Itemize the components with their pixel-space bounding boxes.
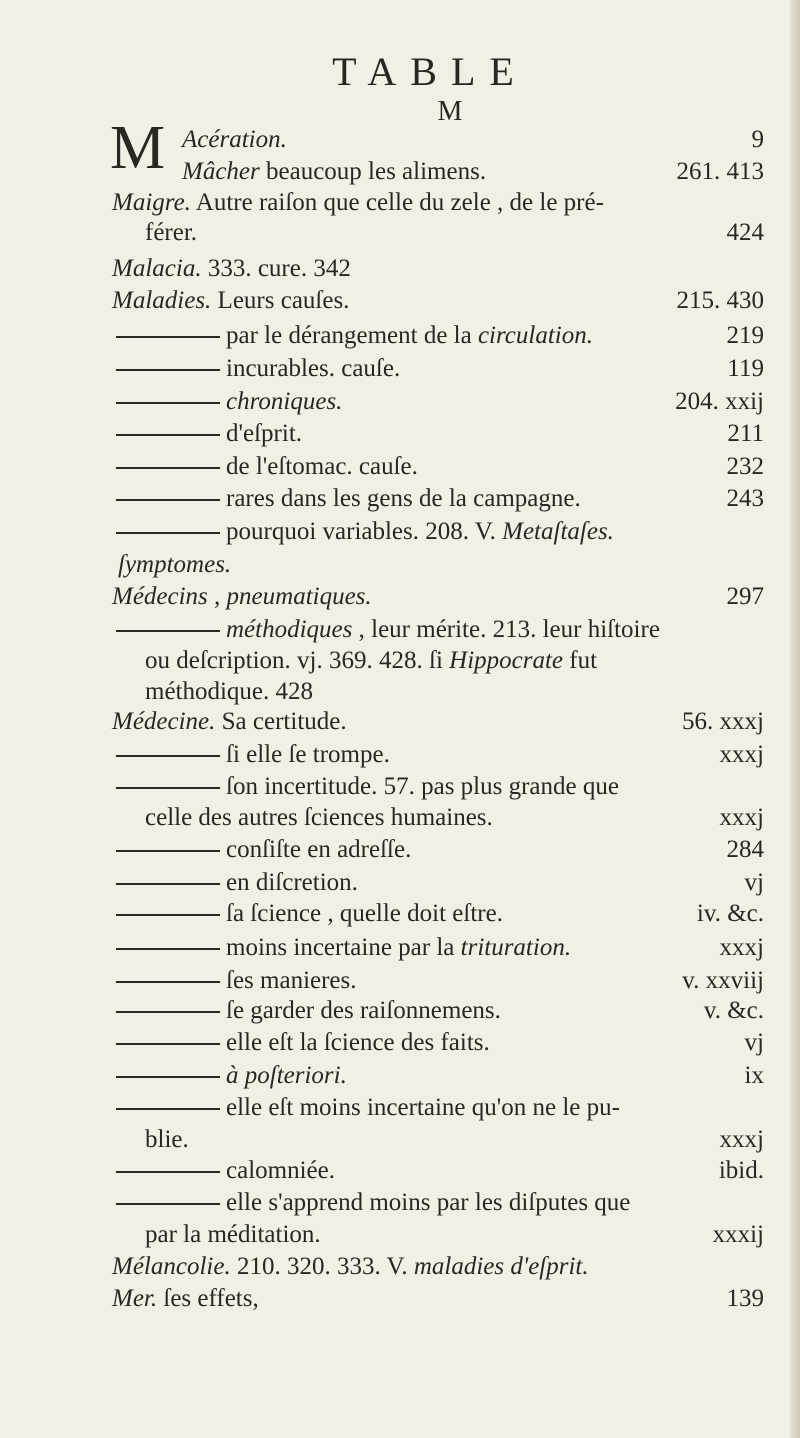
index-line: [112, 868, 764, 898]
entry-segment: ſa ſcience , quelle doit eſtre.: [226, 900, 503, 927]
repeat-dash: [116, 948, 220, 950]
entry-text: [112, 582, 372, 612]
entry-text: [226, 517, 614, 547]
entry-text: [226, 419, 302, 449]
index-line: [112, 517, 764, 547]
index-line: [182, 125, 764, 155]
page-reference: 204. xxij: [675, 388, 764, 415]
section-letter: M: [437, 96, 463, 127]
entry-text: [226, 387, 342, 417]
entry-text: [226, 966, 357, 996]
page-reference: 261. 413: [676, 158, 764, 185]
page-reference: xxxj: [719, 741, 764, 768]
index-line: [112, 1028, 764, 1058]
entry-segment: de l'eſtomac. cauſe.: [226, 453, 418, 480]
entry-segment: rares dans les gens de la campagne.: [226, 485, 581, 512]
entry-segment: 210. 320. 333. V.: [230, 1253, 414, 1280]
page-reference: xxxij: [712, 1221, 764, 1248]
entry-text: [226, 899, 503, 929]
entry-segment: pourquoi variables. 208. V.: [226, 518, 503, 545]
repeat-dash: [116, 755, 220, 757]
entry-text: [226, 452, 418, 482]
entry-segment: ſi elle ſe trompe.: [226, 741, 390, 768]
entry-segment: moins incertaine par la: [226, 934, 461, 961]
italic-term: maladies d'eſprit.: [413, 1253, 589, 1280]
italic-term: Médecine.: [112, 708, 216, 735]
entry-text: [226, 835, 411, 865]
index-line: [112, 354, 764, 384]
italic-term: Malacia.: [112, 255, 202, 282]
index-line: [112, 835, 764, 865]
entry-text: [118, 550, 231, 580]
index-line: [112, 772, 764, 802]
italic-term: Metaſtaſes.: [502, 518, 614, 545]
entry-segment: conſiſte en adreſſe.: [226, 836, 412, 863]
repeat-dash: [116, 850, 220, 852]
italic-term: Mer.: [112, 1285, 158, 1312]
entry-text: [145, 1220, 321, 1250]
entry-text: [226, 484, 581, 514]
italic-term: Maigre.: [112, 189, 191, 216]
index-line: [112, 452, 764, 482]
entry-segment: celle des autres ſciences humaines.: [145, 804, 493, 831]
repeat-dash: [116, 1043, 220, 1045]
page-reference: v. &c.: [703, 997, 764, 1024]
index-line: [112, 419, 764, 449]
italic-term: trituration.: [460, 934, 572, 961]
entry-text: [145, 803, 493, 833]
entry-segment: méthodique. 428: [145, 678, 314, 705]
entry-segment: , leur mérite. 213. leur hiſtoire: [352, 616, 660, 643]
entry-text: [226, 740, 390, 770]
index-line: [112, 899, 764, 929]
entry-text: [112, 707, 347, 737]
repeat-dash: [116, 434, 220, 436]
italic-term: ſymptomes.: [118, 551, 232, 578]
index-line: [112, 707, 764, 737]
entry-text: [226, 1093, 620, 1123]
entry-text: [182, 157, 486, 187]
entry-segment: par la méditation.: [145, 1221, 321, 1248]
entry-text: [226, 321, 593, 351]
entry-text: [182, 125, 287, 155]
entry-text: [226, 868, 358, 898]
italic-term: circulation.: [477, 322, 593, 349]
repeat-dash: [116, 1171, 220, 1173]
index-line: [112, 321, 764, 351]
repeat-dash: [116, 369, 220, 371]
italic-term: Médecins , pneumatiques.: [112, 583, 372, 610]
index-line: [112, 740, 764, 770]
index-line: [112, 1156, 764, 1186]
entry-segment: d'eſprit.: [226, 420, 303, 447]
entry-text: [226, 996, 501, 1026]
entry-text: [112, 188, 604, 218]
index-line: [145, 1125, 764, 1155]
index-line: [182, 157, 764, 187]
repeat-dash: [116, 402, 220, 404]
entry-text: [226, 1061, 347, 1091]
index-line: [112, 1093, 764, 1123]
repeat-dash: [116, 467, 220, 469]
entry-text: [145, 677, 313, 707]
page-reference: ibid.: [718, 1157, 764, 1184]
index-line: [112, 1284, 764, 1314]
repeat-dash: [116, 1076, 220, 1078]
page-reference: 219: [726, 322, 764, 349]
index-line: [112, 933, 764, 963]
index-line: [145, 1220, 764, 1250]
page-reference: 243: [726, 485, 764, 512]
entry-segment: elle eſt moins incertaine qu'on ne le pu-: [226, 1094, 620, 1121]
entry-segment: ſes manieres.: [226, 967, 357, 994]
index-line: [112, 1061, 764, 1091]
entry-segment: fut: [563, 647, 598, 674]
entry-text: [226, 933, 571, 963]
italic-term: méthodiques: [226, 616, 353, 643]
entry-segment: elle eſt la ſcience des faits.: [226, 1029, 490, 1056]
entry-text: [112, 254, 351, 284]
page-reference: 284: [726, 836, 764, 863]
entry-segment: beaucoup les alimens.: [259, 158, 487, 185]
repeat-dash: [116, 1108, 220, 1110]
page-reference: vj: [744, 869, 764, 896]
entry-text: [145, 218, 197, 248]
page-reference: vj: [744, 1029, 764, 1056]
page-reference: iv. &c.: [696, 900, 764, 927]
entry-segment: incurables. cauſe.: [226, 355, 401, 382]
entry-text: [112, 286, 349, 316]
entry-segment: par le dérangement de la: [226, 322, 478, 349]
page-reference: 215. 430: [676, 287, 764, 314]
entry-text: [226, 615, 660, 645]
page-reference: 9: [751, 126, 764, 153]
index-line: [145, 218, 764, 248]
repeat-dash: [116, 787, 220, 789]
page-reference: 424: [726, 219, 764, 246]
entry-text: [226, 354, 400, 384]
repeat-dash: [116, 1011, 220, 1013]
page-reference: xxxj: [719, 934, 764, 961]
entry-segment: elle s'apprend moins par les diſputes que: [226, 1189, 631, 1216]
index-line: [145, 646, 764, 676]
index-line: [145, 803, 764, 833]
entry-text: [226, 1188, 630, 1218]
page-reference: 56. xxxj: [682, 708, 764, 735]
entry-segment: en diſcretion.: [226, 869, 358, 896]
index-line: [145, 677, 764, 707]
entry-segment: ſes effets,: [157, 1285, 259, 1312]
index-line: [118, 550, 764, 580]
index-line: [112, 615, 764, 645]
entry-text: [112, 1252, 589, 1282]
repeat-dash: [116, 630, 220, 632]
index-line: [112, 286, 764, 316]
index-line: [112, 254, 764, 284]
index-line: [112, 1188, 764, 1218]
index-line: [112, 387, 764, 417]
entry-segment: ſon incertitude. 57. pas plus grande que: [226, 773, 619, 800]
italic-term: Mâcher: [182, 158, 260, 185]
repeat-dash: [116, 883, 220, 885]
italic-term: Hippocrate: [449, 647, 564, 674]
entry-segment: Autre raiſon que celle du zele , de le pré-: [190, 189, 604, 216]
index-line: [112, 1252, 764, 1282]
entry-segment: calomniée.: [226, 1157, 335, 1184]
entry-segment: ſe garder des raiſonnemens.: [226, 997, 501, 1024]
entry-text: [226, 772, 619, 802]
italic-term: Acération.: [182, 126, 287, 153]
italic-term: Maladies.: [112, 287, 212, 314]
repeat-dash: [116, 336, 220, 338]
page-reference: ix: [744, 1062, 764, 1089]
repeat-dash: [116, 981, 220, 983]
entry-text: [145, 1125, 189, 1155]
repeat-dash: [116, 1203, 220, 1205]
italic-term: Mélancolie.: [112, 1253, 231, 1280]
entry-segment: férer.: [145, 219, 198, 246]
entry-segment: Leurs cauſes.: [211, 287, 350, 314]
entry-segment: 333. cure. 342: [201, 255, 351, 282]
entry-text: [145, 646, 597, 676]
index-line: [112, 996, 764, 1026]
repeat-dash: [116, 914, 220, 916]
index-line: [112, 188, 764, 218]
entry-text: [226, 1156, 335, 1186]
italic-term: chroniques.: [226, 388, 343, 415]
page-reference: v. xxviij: [682, 967, 764, 994]
index-line: [112, 484, 764, 514]
page-reference: 119: [727, 355, 764, 382]
page-reference: 232: [726, 453, 764, 480]
entry-text: [112, 1284, 259, 1314]
index-line: [112, 582, 764, 612]
page-reference: xxxj: [719, 804, 764, 831]
entry-segment: ou deſcription. vj. 369. 428. ſi: [145, 647, 450, 674]
entry-segment: blie.: [145, 1126, 189, 1153]
entry-segment: Sa certitude.: [215, 708, 347, 735]
repeat-dash: [116, 532, 220, 534]
repeat-dash: [116, 499, 220, 501]
page-reference: xxxj: [719, 1126, 764, 1153]
entry-text: [226, 1028, 490, 1058]
index-line: [112, 966, 764, 996]
drop-cap: M: [110, 114, 166, 182]
italic-term: à poſteriori.: [226, 1062, 347, 1089]
page-reference: 139: [726, 1285, 764, 1312]
page-reference: 211: [727, 420, 764, 447]
page-title: TABLE: [332, 49, 528, 94]
page-reference: 297: [726, 583, 764, 610]
